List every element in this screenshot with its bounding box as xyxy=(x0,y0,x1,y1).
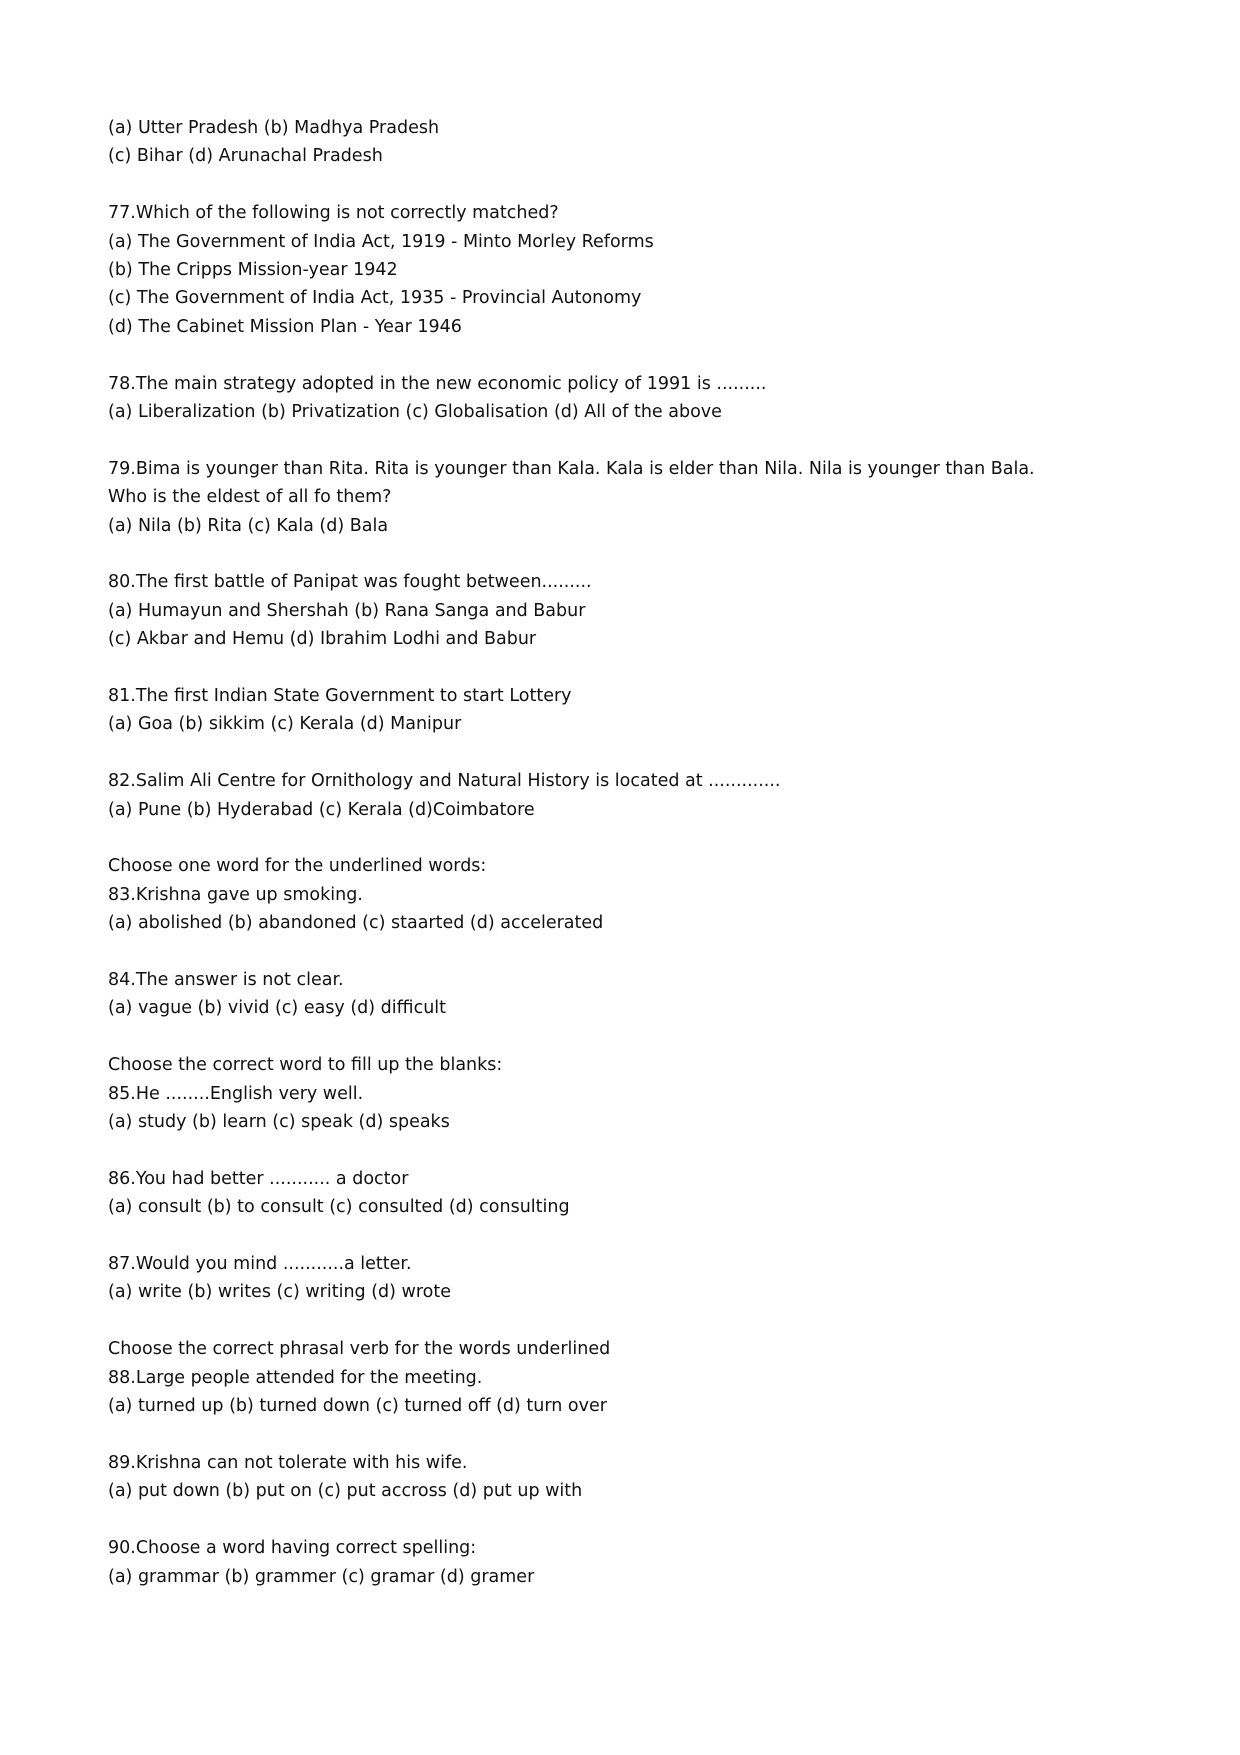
question-78 xyxy=(108,370,1200,427)
question-text: 84.The answer is not clear. xyxy=(108,970,344,991)
section-instruction: Choose the correct word to fill up the blanks: xyxy=(108,1055,503,1076)
options-line: (a) study (b) learn (c) speak (d) speaks xyxy=(108,1112,450,1133)
question-text: 80.The first battle of Panipat was fought between......... xyxy=(108,572,592,593)
question-text: 83.Krishna gave up smoking. xyxy=(108,884,363,905)
question-76-options xyxy=(108,114,1200,171)
question-85 xyxy=(108,1051,1200,1136)
question-text: 81.The first Indian State Government to start Lottery xyxy=(108,686,572,707)
question-text: 86.You had better ........... a doctor xyxy=(108,1168,409,1189)
option-b: (b) The Cripps Mission-year 1942 xyxy=(108,260,398,281)
options-line: (a) consult (b) to consult (c) consulted (d) consulting xyxy=(108,1197,570,1218)
question-84 xyxy=(108,966,1200,1023)
question-80 xyxy=(108,568,1200,653)
question-83 xyxy=(108,852,1200,937)
section-instruction: Choose one word for the underlined words: xyxy=(108,856,487,877)
options-line: (a) Nila (b) Rita (c) Kala (d) Bala xyxy=(108,515,389,536)
options-line: (a) put down (b) put on (c) put accross (d) put up with xyxy=(108,1481,583,1502)
question-text: 89.Krishna can not tolerate with his wife. xyxy=(108,1452,468,1473)
options-line: (a) abolished (b) abandoned (c) staarted (d) accelerated xyxy=(108,913,604,934)
options-line: (a) Pune (b) Hyderabad (c) Kerala (d)Coimbatore xyxy=(108,799,535,820)
question-82 xyxy=(108,767,1200,824)
options-line: (a) write (b) writes (c) writing (d) wrote xyxy=(108,1282,451,1303)
question-text: 82.Salim Ali Centre for Ornithology and Natural History is located at ............. xyxy=(108,771,781,792)
question-87 xyxy=(108,1250,1200,1307)
option-a: (a) The Government of India Act, 1919 - Minto Morley Reforms xyxy=(108,231,654,252)
options-line: (a) Humayun and Shershah (b) Rana Sanga and Babur xyxy=(108,600,586,621)
question-text-continued: Who is the eldest of all fo them? xyxy=(108,487,392,508)
question-89 xyxy=(108,1449,1200,1506)
question-86 xyxy=(108,1165,1200,1222)
options-line: (a) Goa (b) sikkim (c) Kerala (d) Manipur xyxy=(108,714,462,735)
options-line: (c) Akbar and Hemu (d) Ibrahim Lodhi and Babur xyxy=(108,629,537,650)
options-line: (a) Liberalization (b) Privatization (c) Globalisation (d) All of the above xyxy=(108,402,722,423)
option-c: (c) The Government of India Act, 1935 - Provincial Autonomy xyxy=(108,288,642,309)
question-text: 85.He ........English very well. xyxy=(108,1083,364,1104)
question-text: 90.Choose a word having correct spelling: xyxy=(108,1538,477,1559)
section-instruction: Choose the correct phrasal verb for the words underlined xyxy=(108,1339,611,1360)
question-81 xyxy=(108,682,1200,739)
options-line: (a) vague (b) vivid (c) easy (d) difficult xyxy=(108,998,447,1019)
options-line: (c) Bihar (d) Arunachal Pradesh xyxy=(108,146,383,167)
option-d: (d) The Cabinet Mission Plan - Year 1946 xyxy=(108,316,462,337)
options-line: (a) turned up (b) turned down (c) turned off (d) turn over xyxy=(108,1396,607,1417)
question-90 xyxy=(108,1534,1200,1591)
question-79 xyxy=(108,455,1200,540)
question-88 xyxy=(108,1335,1200,1420)
question-text: 77.Which of the following is not correctly matched? xyxy=(108,203,559,224)
question-text: 79.Bima is younger than Rita. Rita is younger than Kala. Kala is elder than Nila. Nila is younger than Bala. xyxy=(108,458,1035,479)
question-77 xyxy=(108,199,1200,341)
question-text: 88.Large people attended for the meeting. xyxy=(108,1367,483,1388)
options-line: (a) grammar (b) grammer (c) gramar (d) gramer xyxy=(108,1566,535,1587)
options-line: (a) Utter Pradesh (b) Madhya Pradesh xyxy=(108,118,440,138)
question-text: 78.The main strategy adopted in the new economic policy of 1991 is ......... xyxy=(108,373,767,394)
question-text: 87.Would you mind ...........a letter. xyxy=(108,1254,412,1275)
